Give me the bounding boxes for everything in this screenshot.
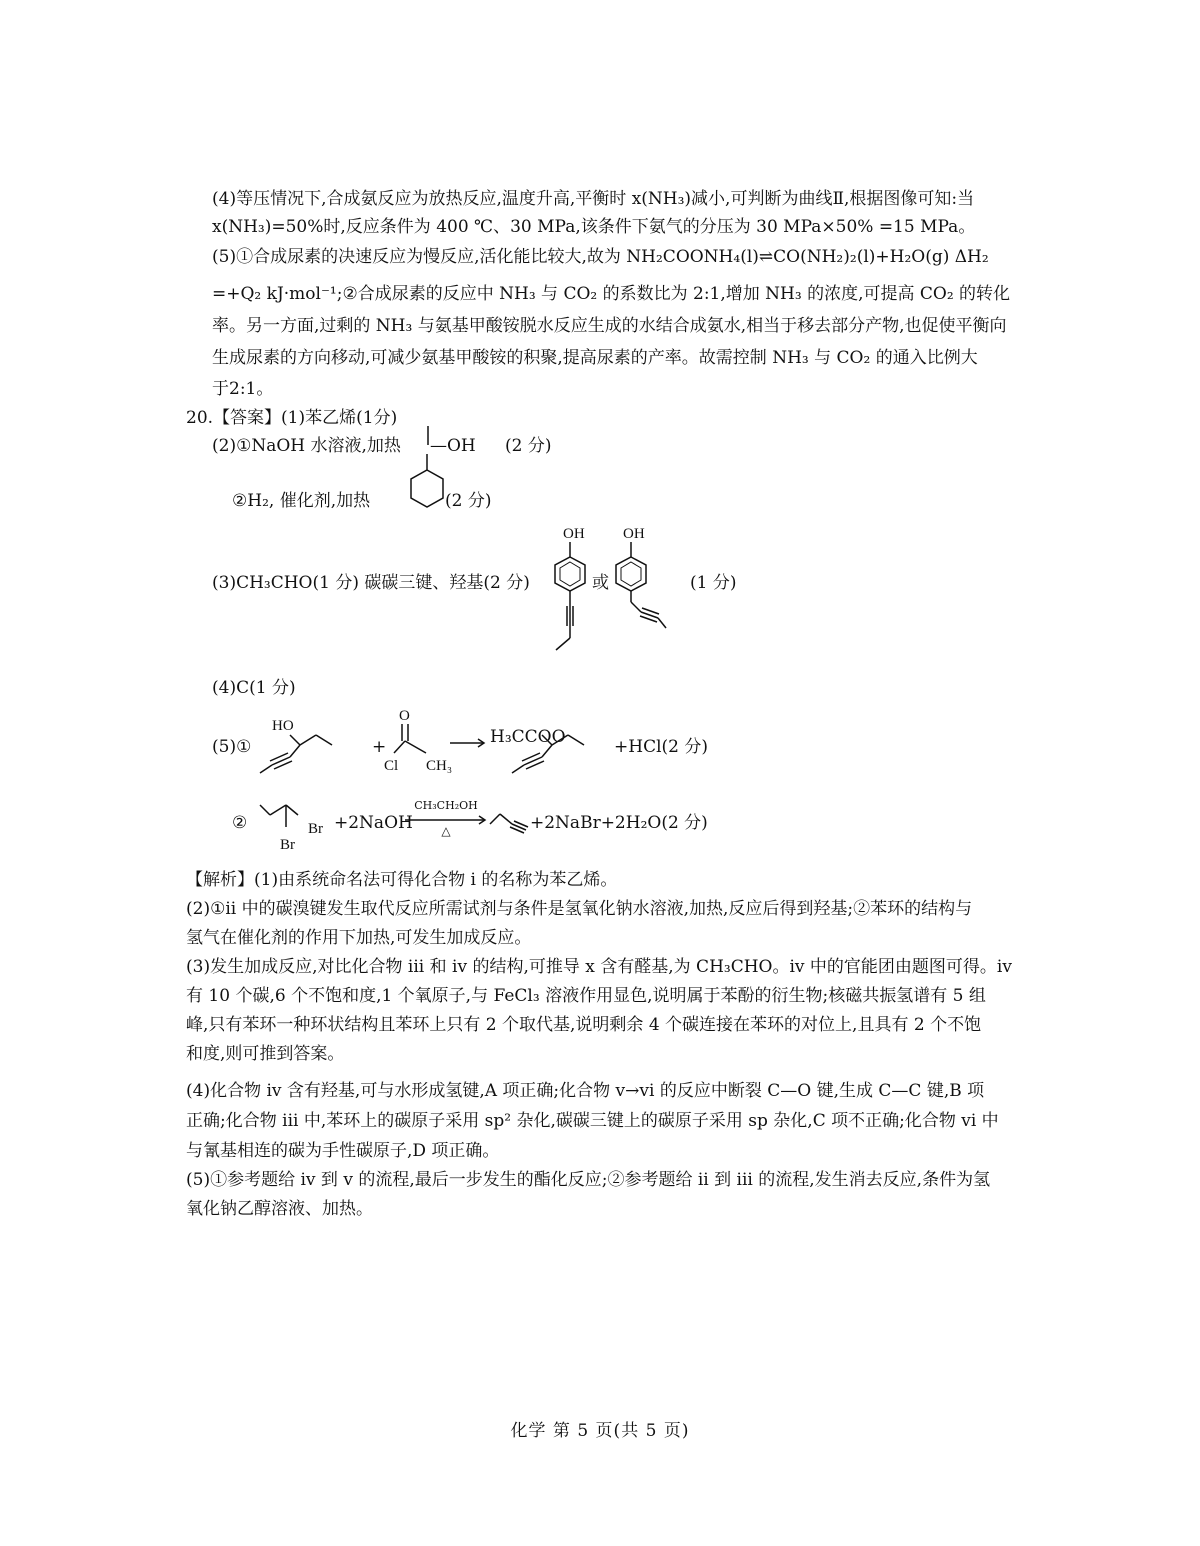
- bond: [260, 765, 272, 773]
- q20-a5-2-reagent: +2NaOH: [334, 813, 413, 833]
- analysis-line-7: 和度,则可推到答案。: [186, 1044, 345, 1064]
- q20-a2-1-score: (2 分): [505, 436, 552, 456]
- bond: [500, 814, 512, 824]
- part5-line3: 率。另一方面,过剩的 NH₃ 与氨基甲酸铵脱水反应生成的水结合成氨水,相当于移去部分产物,也促使平衡向: [212, 316, 1007, 336]
- br-label-2: Br: [280, 837, 295, 853]
- alkynol-reactant-structure: [258, 713, 368, 783]
- analysis-line-12: 氧化钠乙醇溶液、加热。: [186, 1199, 373, 1219]
- cyclohexane-ring: [411, 470, 443, 507]
- reaction-arrow-1: [450, 736, 490, 750]
- analysis-line-11: (5)①参考题给 iv 到 v 的流程,最后一步发生的酯化反应;②参考题给 ii 到 iii 的流程,发生消去反应,条件为氢: [186, 1170, 991, 1190]
- o-label: O: [399, 708, 410, 724]
- oh-label-2: OH: [623, 526, 645, 542]
- q20-a3-score: (1 分): [690, 573, 737, 593]
- part5-line2: =+Q₂ kJ·mol⁻¹;②合成尿素的反应中 NH₃ 与 CO₂ 的系数比为 2:1,增加 NH₃ 的浓度,可提高 CO₂ 的转化: [212, 284, 1011, 304]
- oh-label-1: OH: [563, 526, 585, 542]
- q20-a2-2-score: (2 分): [445, 491, 492, 511]
- analysis-line-3: 氢气在催化剂的作用下加热,可发生加成反应。: [186, 928, 532, 948]
- q20-a5-1-tail: +HCl(2 分): [614, 737, 708, 757]
- dibromobutane-structure: [256, 795, 336, 865]
- analysis-line-8: (4)化合物 iv 含有羟基,可与水形成氢键,A 项正确;化合物 v→vi 的反应中断裂 C—O 键,生成 C—C 键,B 项: [186, 1081, 985, 1101]
- q20-a4: (4)C(1 分): [212, 678, 296, 698]
- q20-a2-2: ②H₂, 催化剂,加热: [232, 491, 371, 511]
- ch3-label: CH₃: [426, 758, 453, 774]
- bond: [658, 618, 666, 628]
- benzene-inner-ring: [621, 562, 641, 586]
- bond: [405, 741, 426, 753]
- cl-label: Cl: [384, 758, 399, 774]
- analysis-line-1: 【解析】(1)由系统命名法可得化合物 i 的名称为苯乙烯。: [186, 870, 618, 890]
- analysis-line-10: 与氰基相连的碳为手性碳原子,D 项正确。: [186, 1141, 500, 1161]
- analysis-line-9: 正确;化合物 iii 中,苯环上的碳原子采用 sp² 杂化,碳碳三键上的碳原子采用 sp 杂化,C 项不正确;化合物 vi 中: [186, 1111, 999, 1131]
- phenol-alkyne-structure-1: [548, 524, 598, 664]
- bond: [394, 741, 405, 753]
- bond: [512, 765, 524, 773]
- q20-a5-2-label: ②: [232, 813, 248, 833]
- bond: [542, 745, 552, 757]
- q20-a5-1-label: (5)①: [212, 737, 252, 757]
- q20-header: 20.【答案】(1)苯乙烯(1分): [186, 408, 398, 428]
- q20-a5-2-cond-bottom: △: [441, 824, 451, 838]
- butyne-structure: [488, 806, 532, 836]
- br-label-1: Br: [308, 821, 323, 837]
- part5-line4: 生成尿素的方向移动,可减少氨基甲酸铵的积聚,提高尿素的产率。故需控制 NH₃ 与 CO₂ 的通入比例大: [212, 348, 978, 368]
- q20-a3-text: (3)CH₃CHO(1 分) 碳碳三键、羟基(2 分): [212, 573, 530, 593]
- part4-line2: x(NH₃)=50%时,反应条件为 400 ℃、30 MPa,该条件下氨气的分压为 30 MPa×50% =15 MPa。: [212, 217, 976, 237]
- page-footer: 化学 第 5 页(共 5 页): [510, 1421, 690, 1441]
- bond: [300, 735, 316, 745]
- phenol-alkyne-structure-2: [614, 524, 674, 634]
- bond: [316, 735, 332, 745]
- bond: [260, 805, 270, 815]
- q20-a5-1-plus: +: [372, 737, 387, 757]
- part5-line1: (5)①合成尿素的决速反应为慢反应,活化能比较大,故为 NH₂COONH₄(l)⇌CO(NH₂)₂(l)+H₂O(g) ΔH₂: [212, 247, 989, 267]
- q20-a5-2-cond-top: CH₃CH₂OH: [414, 799, 478, 812]
- part5-line5: 于2:1。: [212, 379, 274, 399]
- part4-line1: (4)等压情况下,合成氨反应为放热反应,温度升高,平衡时 x(NH₃)减小,可判断为曲线Ⅱ,根据图像可知:当: [212, 189, 975, 209]
- q20-a5-2-tail: +2NaBr+2H₂O(2 分): [530, 813, 708, 833]
- bond: [556, 638, 570, 650]
- q20-a5-1-product: H₃CCOO: [490, 727, 566, 747]
- bond: [568, 735, 584, 745]
- analysis-line-5: 有 10 个碳,6 个不饱和度,1 个氧原子,与 FeCl₃ 溶液作用显色,说明属于苯酚的衍生物;核磁共振氢谱有 5 组: [186, 986, 986, 1006]
- bond: [552, 735, 568, 745]
- bond: [631, 602, 641, 612]
- benzene-inner-ring: [560, 562, 580, 586]
- bond: [290, 745, 300, 757]
- bond: [270, 805, 286, 815]
- bond: [542, 735, 552, 745]
- analysis-line-2: (2)①ii 中的碳溴键发生取代反应所需试剂与条件是氢氧化钠水溶液,加热,反应后得到羟基;②苯环的结构与: [186, 899, 973, 919]
- q20-a2-1: (2)①NaOH 水溶液,加热: [212, 436, 401, 456]
- bond: [490, 814, 500, 824]
- bond: [290, 735, 300, 745]
- q20-a2-1-group: —OH: [430, 436, 476, 456]
- analysis-line-6: 峰,只有苯环一种环状结构且苯环上只有 2 个取代基,说明剩余 4 个碳连接在苯环的对位上,且具有 2 个不饱: [186, 1015, 982, 1035]
- analysis-line-4: (3)发生加成反应,对比化合物 iii 和 iv 的结构,可推导 x 含有醛基,为 CH₃CHO。iv 中的官能团由题图可得。iv: [186, 957, 1012, 977]
- q20-a3-or: 或: [592, 573, 609, 593]
- ester-product-structure: [540, 713, 620, 783]
- ho-label: HO: [272, 718, 294, 734]
- methylcyclohexane-structure: [405, 452, 455, 524]
- bond: [286, 805, 298, 815]
